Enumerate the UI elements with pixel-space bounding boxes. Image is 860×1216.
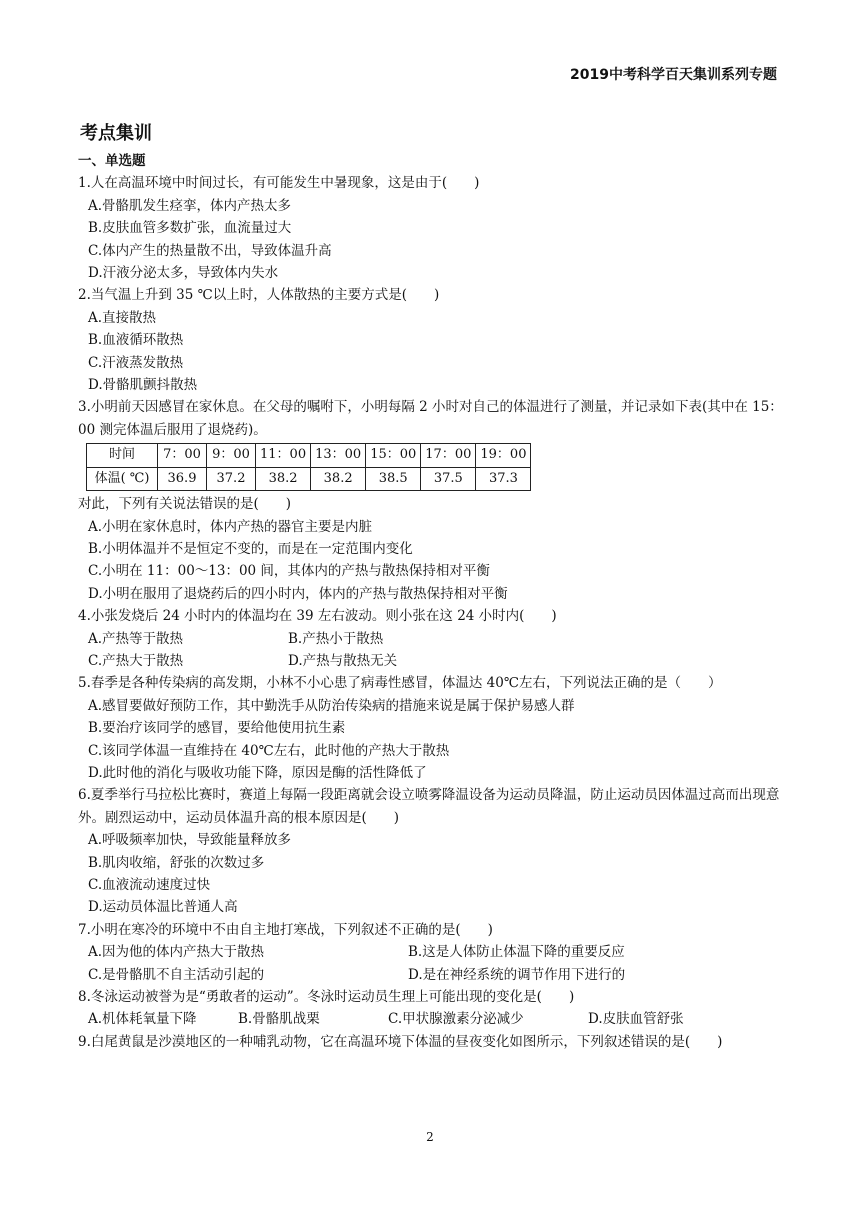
question-followup: 对此，下列有关说法错误的是( ) <box>78 496 292 513</box>
question-stem: 1.人在高温环境中时间过长，有可能发生中暑现象，这是由于( ) <box>78 175 480 192</box>
option-a: A.产热等于散热 <box>88 630 184 647</box>
temperature-table <box>86 443 531 491</box>
table-row <box>87 444 531 467</box>
option-d: D.骨骼肌颤抖散热 <box>88 377 198 394</box>
options-row <box>78 650 786 672</box>
option-b: B.肌肉收缩，舒张的次数过多 <box>88 854 265 871</box>
table-cell: 37.5 <box>421 467 476 490</box>
option-c: C.产热大于散热 <box>88 652 184 669</box>
option-a: A.小明在家休息时，体内产热的器官主要是内脏 <box>88 518 373 535</box>
option-d: D.皮肤血管舒张 <box>588 1011 684 1028</box>
option-c: C.该同学体温一直维持在 40℃左右，此时他的产热大于散热 <box>88 742 450 759</box>
question-4 <box>78 605 786 672</box>
question-stem: 4.小张发烧后 24 小时内的体温均在 39 左右波动。则小张在这 24 小时内( ) <box>78 608 557 625</box>
option-c: C.汗液蒸发散热 <box>88 354 184 371</box>
option-b: B.血液循环散热 <box>88 332 184 349</box>
option-d: D.汗液分泌太多，导致体内失水 <box>88 265 279 282</box>
option-c: C.血液流动速度过快 <box>88 877 211 893</box>
option-a: A.感冒要做好预防工作，其中勤洗手从防治传染病的措施来说是属于保护易感人群 <box>88 697 575 714</box>
section-title: 考点集训 <box>80 123 152 144</box>
question-list <box>78 150 786 1053</box>
option-b: B.这是人体防止体温下降的重要反应 <box>408 944 625 961</box>
option-d: D.此时他的消化与吸收功能下降，原因是酶的活性降低了 <box>88 764 427 781</box>
table-cell: 13：00 <box>311 444 366 467</box>
table-cell: 38.5 <box>366 467 421 490</box>
question-stem: 5.春季是各种传染病的高发期，小林不小心患了病毒性感冒，体温达 40℃左右，下列说法正确的是（ ） <box>78 675 722 692</box>
question-stem: 7.小明在寒冷的环境中不由自主地打寒战，下列叙述不正确的是( ) <box>78 921 493 938</box>
option-c: C.甲状腺激素分泌减少 <box>388 1011 524 1028</box>
table-cell: 19：00 <box>476 444 531 467</box>
question-8 <box>78 986 786 1031</box>
table-cell: 38.2 <box>311 467 366 490</box>
question-stem: 6.夏季举行马拉松比赛时，赛道上每隔一段距离就会设立喷雾降温设备为运动员降温，防止运动员因体温过高而出现意外。剧烈运动中，运动员体温升高的根本原因是( ) <box>78 787 780 826</box>
option-d: D.运动员体温比普通人高 <box>88 899 238 916</box>
options-row <box>78 1008 786 1030</box>
option-d: D.产热与散热无关 <box>288 652 398 669</box>
option-b: B.骨骼肌战栗 <box>238 1011 320 1028</box>
page-number: 2 <box>426 1130 434 1144</box>
row-header: 体温( ℃) <box>87 467 158 490</box>
question-2 <box>78 284 786 396</box>
option-b: B.皮肤血管多数扩张，血流量过大 <box>88 220 292 237</box>
options-row <box>78 628 786 650</box>
option-b: B.小明体温并不是恒定不变的，而是在一定范围内变化 <box>88 540 413 557</box>
table-cell: 11：00 <box>256 444 311 467</box>
question-6 <box>78 784 786 918</box>
option-a: A.直接散热 <box>88 309 157 326</box>
question-7 <box>78 919 786 986</box>
row-header: 时间 <box>87 444 158 467</box>
question-9 <box>78 1031 786 1053</box>
options-row <box>78 941 786 963</box>
question-1 <box>78 172 786 284</box>
option-a: A.呼吸频率加快，导致能量释放多 <box>88 832 292 849</box>
table-cell: 7：00 <box>158 444 207 467</box>
option-b: B.产热小于散热 <box>288 630 384 647</box>
question-3 <box>78 396 786 605</box>
table-cell: 36.9 <box>158 467 207 490</box>
option-a: A.因为他的体内产热大于散热 <box>88 944 265 961</box>
table-cell: 37.3 <box>476 467 531 490</box>
table-cell: 38.2 <box>256 467 311 490</box>
table-row <box>87 467 531 490</box>
question-stem: 3.小明前天因感冒在家休息。在父母的嘱咐下，小明每隔 2 小时对自己的体温进行了测量，并记录如下表(其中在 15：00 测完体温后服用了退烧药)。 <box>78 399 783 438</box>
table-cell: 37.2 <box>207 467 256 490</box>
option-c: C.小明在 11：00～13：00 间，其体内的产热与散热保持相对平衡 <box>88 563 490 580</box>
option-b: B.要治疗该同学的感冒，要给他使用抗生素 <box>88 720 346 737</box>
table-cell: 9：00 <box>207 444 256 467</box>
option-d: D.是在神经系统的调节作用下进行的 <box>408 966 626 983</box>
table-cell: 17：00 <box>421 444 476 467</box>
option-d: D.小明在服用了退烧药后的四小时内，体内的产热与散热保持相对平衡 <box>88 585 508 602</box>
option-c: C.是骨骼肌不自主活动引起的 <box>88 966 265 983</box>
question-stem: 9.白尾黄鼠是沙漠地区的一种哺乳动物，它在高温环境下体温的昼夜变化如图所示，下列叙述错误的是( ) <box>78 1033 723 1050</box>
document-header: 2019中考科学百天集训系列专题 <box>570 67 777 83</box>
option-c: C.体内产生的热量散不出，导致体温升高 <box>88 242 332 259</box>
option-a: A.机体耗氧量下降 <box>88 1011 197 1028</box>
question-stem: 8.冬泳运动被誉为是“勇敢者的运动”。冬泳时运动员生理上可能出现的变化是( ) <box>78 989 575 1006</box>
table-cell: 15：00 <box>366 444 421 467</box>
subsection-title: 一、单选题 <box>78 153 146 169</box>
options-row <box>78 964 786 986</box>
question-stem: 2.当气温上升到 35 ℃以上时，人体散热的主要方式是( ) <box>78 287 440 304</box>
option-a: A.骨骼肌发生痉挛，体内产热太多 <box>88 197 292 214</box>
question-5 <box>78 672 786 784</box>
